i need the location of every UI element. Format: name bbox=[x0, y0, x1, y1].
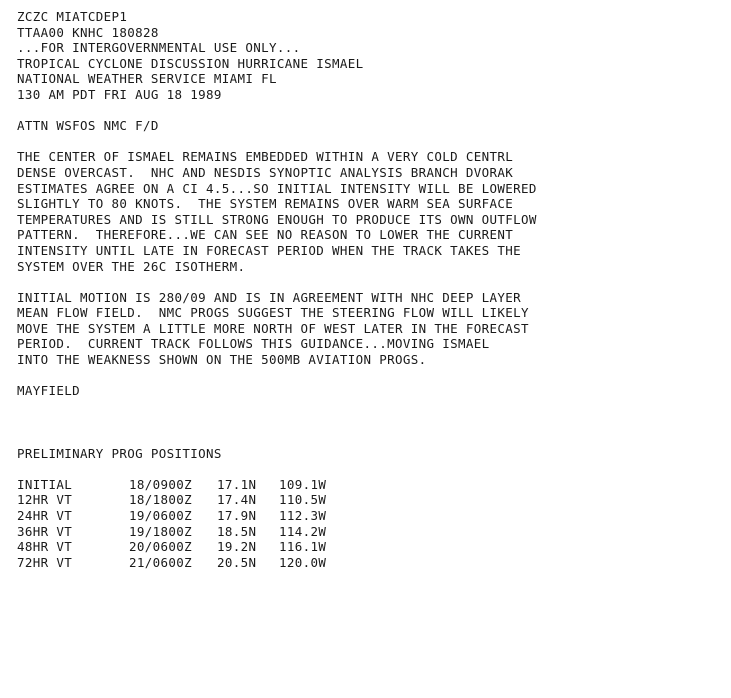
forecast-period: 24HR VT bbox=[17, 508, 73, 524]
paragraph-line: TEMPERATURES AND IS STILL STRONG ENOUGH TO PRODUCE ITS OWN OUTFLOW bbox=[17, 211, 537, 227]
attention-line: ATTN WSFOS NMC F/D bbox=[17, 118, 159, 134]
header-line: ...FOR INTERGOVERNMENTAL USE ONLY... bbox=[17, 40, 301, 56]
intensity-paragraph bbox=[17, 149, 717, 274]
header-line: TTAA00 KNHC 180828 bbox=[17, 24, 159, 40]
latitude: 19.2N bbox=[217, 539, 257, 555]
paragraph-line: SYSTEM OVER THE 26C ISOTHERM. bbox=[17, 258, 246, 274]
table-row bbox=[17, 508, 326, 524]
paragraph-line: ESTIMATES AGREE ON A CI 4.5...SO INITIAL INTENSITY WILL BE LOWERED bbox=[17, 180, 537, 196]
positions-table bbox=[17, 477, 326, 571]
blank-line bbox=[17, 461, 717, 477]
valid-time: 19/1800Z bbox=[129, 523, 193, 539]
valid-time: 19/0600Z bbox=[129, 508, 193, 524]
latitude: 17.1N bbox=[217, 476, 257, 492]
table-row bbox=[17, 555, 326, 571]
paragraph-line: INTENSITY UNTIL LATE IN FORECAST PERIOD WHEN THE TRACK TAKES THE bbox=[17, 242, 522, 258]
valid-time: 20/0600Z bbox=[129, 539, 193, 555]
longitude: 110.5W bbox=[279, 492, 327, 508]
header-line: 130 AM PDT FRI AUG 18 1989 bbox=[17, 86, 222, 102]
paragraph-line: INITIAL MOTION IS 280/09 AND IS IN AGREEMENT WITH NHC DEEP LAYER bbox=[17, 289, 522, 305]
header-line: ZCZC MIATCDEP1 bbox=[17, 9, 128, 24]
blank-line bbox=[17, 103, 717, 119]
discussion-document bbox=[17, 9, 717, 570]
forecast-period: 36HR VT bbox=[17, 523, 73, 539]
paragraph-line: PERIOD. CURRENT TRACK FOLLOWS THIS GUIDANCE...MOVING ISMAEL bbox=[17, 336, 490, 352]
paragraph-line: DENSE OVERCAST. NHC AND NESDIS SYNOPTIC ANALYSIS BRANCH DVORAK bbox=[17, 164, 514, 180]
header-line: NATIONAL WEATHER SERVICE MIAMI FL bbox=[17, 71, 277, 87]
header-line: TROPICAL CYCLONE DISCUSSION HURRICANE ISMAEL bbox=[17, 55, 364, 71]
valid-time: 18/0900Z bbox=[129, 476, 193, 492]
forecast-period: INITIAL bbox=[17, 476, 73, 492]
forecast-period: 48HR VT bbox=[17, 539, 73, 555]
latitude: 18.5N bbox=[217, 523, 257, 539]
paragraph-line: INTO THE WEAKNESS SHOWN ON THE 500MB AVIATION PROGS. bbox=[17, 352, 427, 368]
motion-paragraph bbox=[17, 290, 717, 368]
table-row bbox=[17, 539, 326, 555]
forecast-period: 72HR VT bbox=[17, 554, 73, 570]
paragraph-line: MEAN FLOW FIELD. NMC PROGS SUGGEST THE STEERING FLOW WILL LIKELY bbox=[17, 305, 529, 321]
blank-line bbox=[17, 368, 717, 384]
longitude: 120.0W bbox=[279, 554, 327, 570]
paragraph-line: PATTERN. THEREFORE...WE CAN SEE NO REASON TO LOWER THE CURRENT bbox=[17, 227, 514, 243]
table-row bbox=[17, 477, 326, 493]
longitude: 114.2W bbox=[279, 523, 327, 539]
longitude: 112.3W bbox=[279, 508, 327, 524]
table-row bbox=[17, 492, 326, 508]
paragraph-line: THE CENTER OF ISMAEL REMAINS EMBEDDED WITHIN A VERY COLD CENTRL bbox=[17, 149, 514, 165]
bulletin-header bbox=[17, 9, 717, 103]
valid-time: 21/0600Z bbox=[129, 554, 193, 570]
valid-time: 18/1800Z bbox=[129, 492, 193, 508]
blank-line bbox=[17, 134, 717, 150]
blank-lines bbox=[17, 399, 717, 446]
latitude: 17.9N bbox=[217, 508, 257, 524]
longitude: 109.1W bbox=[279, 476, 327, 492]
forecaster-signature: MAYFIELD bbox=[17, 383, 81, 399]
blank-line bbox=[17, 274, 717, 290]
latitude: 20.5N bbox=[217, 554, 257, 570]
paragraph-line: MOVE THE SYSTEM A LITTLE MORE NORTH OF WEST LATER IN THE FORECAST bbox=[17, 320, 529, 336]
paragraph-line: SLIGHTLY TO 80 KNOTS. THE SYSTEM REMAINS OVER WARM SEA SURFACE bbox=[17, 196, 514, 212]
positions-heading: PRELIMINARY PROG POSITIONS bbox=[17, 445, 222, 461]
latitude: 17.4N bbox=[217, 492, 257, 508]
forecast-period: 12HR VT bbox=[17, 492, 73, 508]
longitude: 116.1W bbox=[279, 539, 327, 555]
table-row bbox=[17, 524, 326, 540]
